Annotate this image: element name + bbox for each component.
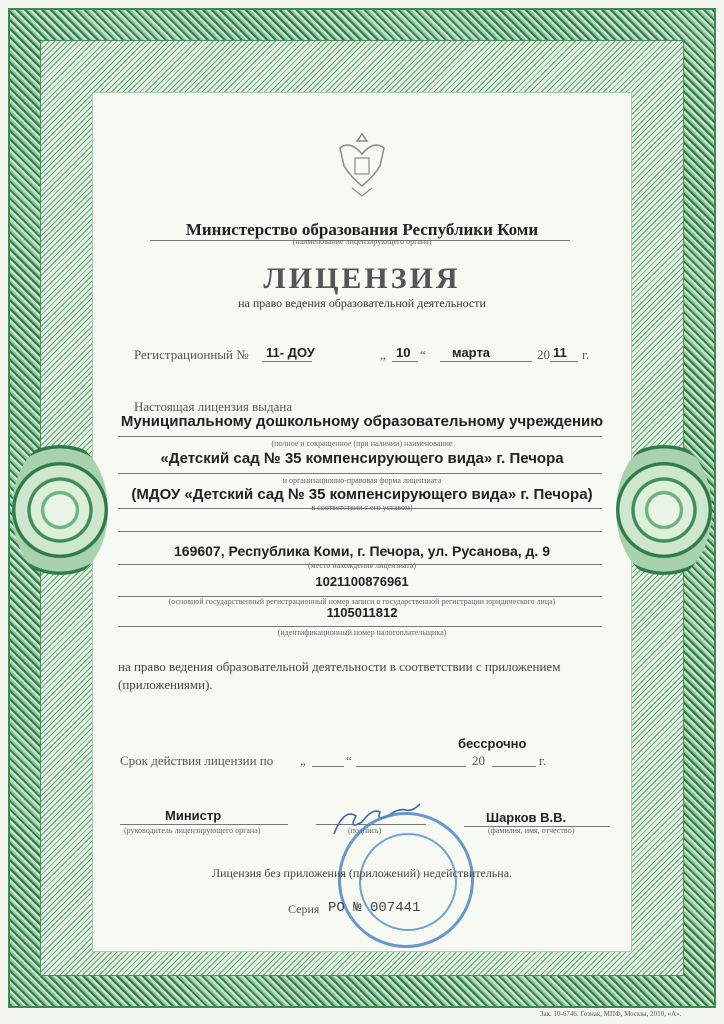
purpose-line2: (приложениями).: [118, 677, 213, 692]
licensee-short-name: (МДОУ «Детский сад № 35 компенсирующего вида» г. Печора): [131, 486, 593, 503]
licensee-name-line2: «Детский сад № 35 компенсирующего вида» г. Печора: [160, 450, 564, 467]
caption-name: (полное и сокращенное (при наличии) наименование: [271, 439, 453, 448]
issuing-authority: Министерство образования Республики Коми: [185, 220, 539, 239]
signer-position: Министр: [165, 808, 222, 823]
series-label: Серия: [288, 902, 320, 916]
licensee-address: 169607, Республика Коми, г. Печора, ул. Русанова, д. 9: [174, 543, 550, 559]
coat-of-arms-icon: [330, 128, 394, 200]
validity-label: Срок действия лицензии по: [120, 753, 274, 768]
authority-caption: (наименование лицензирующего органа): [292, 237, 432, 246]
registration-month: марта: [452, 345, 491, 360]
validity-year-prefix: 20: [472, 753, 485, 768]
caption-ogrn: (основной государственный регистрационный номер записи о государственной регистрации юридического лица): [168, 597, 556, 606]
printer-imprint: Зак. 10-6746. Гознак, МПФ, Москва, 2010, «А».: [540, 1010, 682, 1018]
document-subtitle: на право ведения образовательной деятельности: [238, 296, 486, 310]
licensee-name-line1: Муниципальному дошкольному образовательному учреждению: [120, 413, 604, 430]
registration-number: 11- ДОУ: [266, 345, 315, 360]
attachment-note: Лицензия без приложения (приложений) недействительна.: [211, 866, 513, 880]
caption-name-field: (фамилия, имя, отчество): [488, 826, 575, 835]
registration-year: 11: [553, 345, 567, 360]
caption-inn: (идентификационный номер налогоплательщика): [277, 628, 447, 637]
signer-name: Шарков В.В.: [486, 810, 567, 825]
registration-label: Регистрационный №: [134, 347, 249, 362]
registration-day: 10: [396, 345, 411, 360]
caption-signature: (подпись): [348, 826, 382, 835]
caption-charter: в соответствии с его уставом): [311, 503, 413, 512]
document-title: ЛИЦЕНЗИЯ: [263, 262, 461, 295]
caption-position: (руководитель лицензирующего органа): [124, 826, 261, 835]
license-page: Министерство образования Республики Коми (наименование лицензирующего органа) ЛИЦЕНЗИЯ на право ведения образовательной деятельности Регистрационный № 11- ДОУ „ 10 “ марта 20 11 г. Настоящая лицензия выдана Муниципальному дошкольному образовательному учреждению (полное и сокращенное (при наличии) наименование «Детский сад № 35 компенсирующего вида» г. Печора и организационно-правовая форма лицензиата (МДОУ «Детский сад № 35 компенсирующего вида» г. Печора) в соответствии с его уставом) 169607, Республика Коми, г. Печора, ул. Русанова, д. 9 (место нахождения лицензиата) 1021100876961 (основной государственный регистрационный номер записи о государственной регистрации юридического лица) 1105011812 (идентификационный номер налогоплательщика) на право ведения образовательной деятельности в соответствии с приложением (приложениями). бессрочно Срок действия лицензии по „ “ 20 г. Министр (руководитель лицензирующего органа) (подпись) Шарков В.В. (фамилия, имя, отчество) Лицензия без приложения (приложений) недействительна. Серия РО № 007441 Зак. 10-6746. Гознак, МПФ, Москва, 2010, «А».: [0, 0, 724, 1024]
licensee-inn: 1105011812: [326, 605, 398, 620]
purpose-line1: на право ведения образовательной деятельности в соответствии с приложением: [118, 659, 561, 674]
caption-legal-form: и организационно-правовая форма лицензиата: [282, 476, 442, 485]
issued-to-label: Настоящая лицензия выдана: [134, 399, 293, 414]
registration-year-prefix: 20: [537, 347, 550, 362]
validity-value: бессрочно: [458, 736, 527, 751]
series-number: РО № 007441: [328, 900, 421, 916]
licensee-ogrn: 1021100876961: [315, 574, 409, 589]
caption-address: (место нахождения лицензиата): [307, 561, 417, 570]
